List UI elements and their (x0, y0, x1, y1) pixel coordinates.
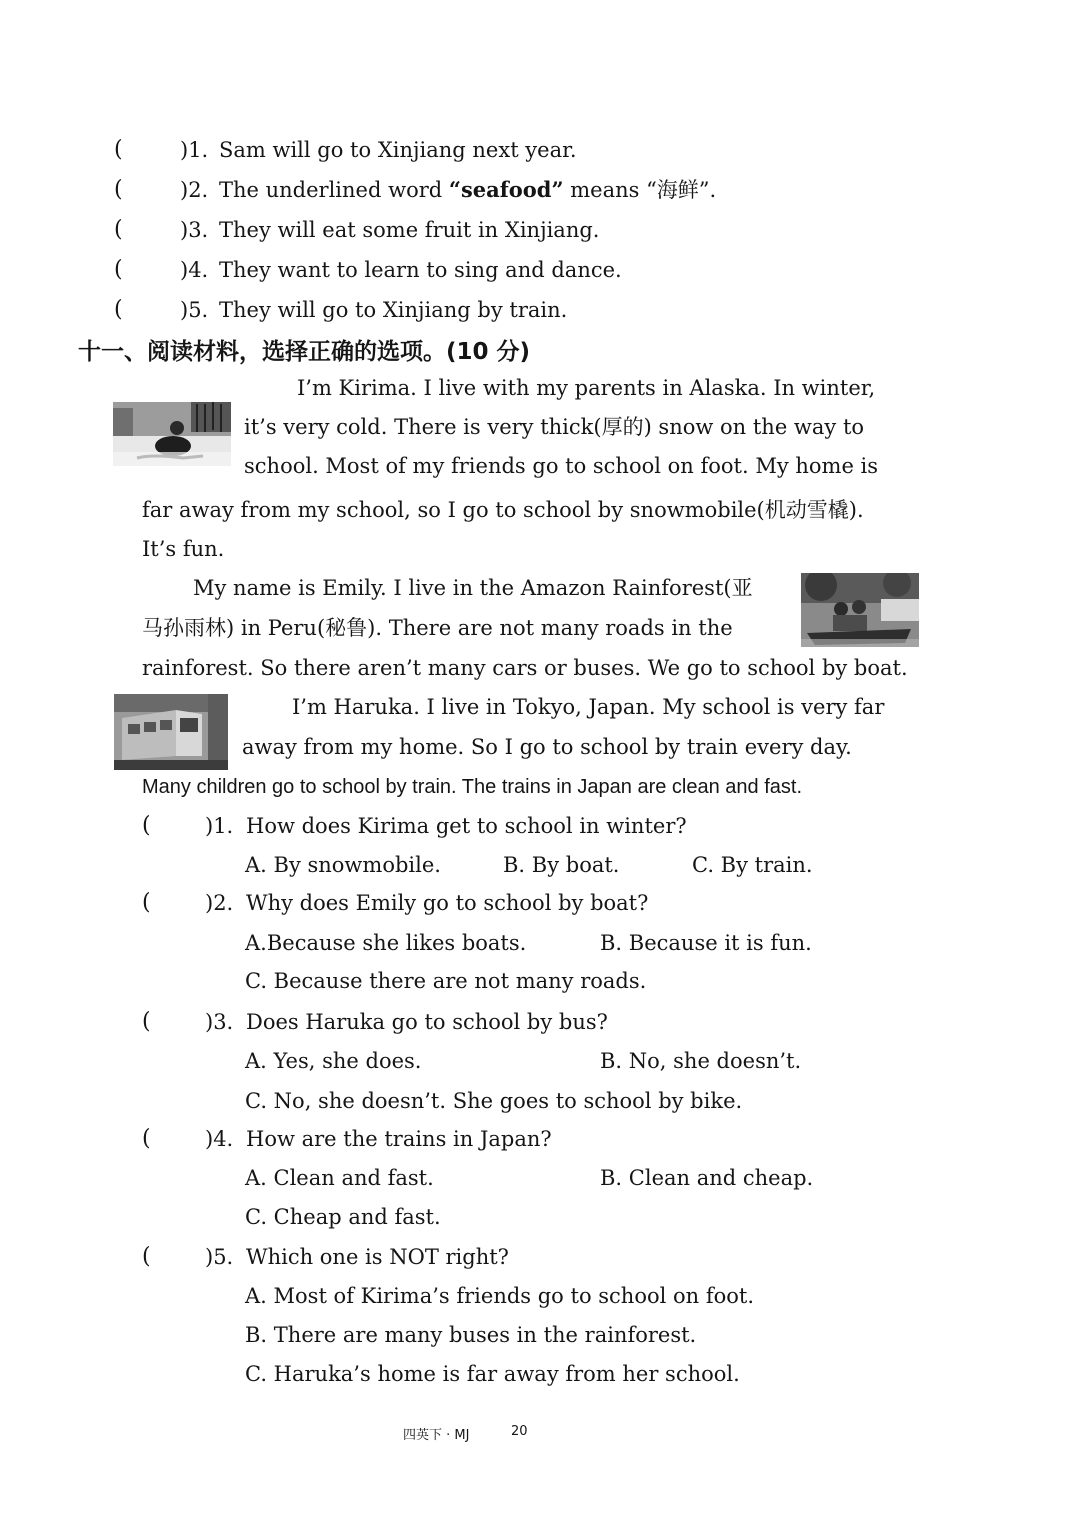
kirima-line-5: It’s fun. (142, 537, 225, 561)
option-b[interactable]: B. Because it is fun. (600, 931, 812, 955)
question-text: How are the trains in Japan? (246, 1127, 552, 1151)
snowmobile-photo (113, 402, 231, 466)
answer-paren[interactable]: ( (114, 297, 123, 322)
kirima-line-2: it’s very cold. There is very thick(厚的) snow on the way to (244, 415, 865, 439)
option-b[interactable]: B. By boat. (503, 853, 620, 877)
statement-text-b: means “海鲜”. (563, 178, 717, 202)
section-heading: 十一、阅读材料，选择正确的选项。(10 分) (78, 339, 531, 365)
kirima-line-3: school. Most of my friends go to school on foot. My home is (244, 454, 879, 478)
answer-paren[interactable]: ( (114, 217, 123, 242)
statement-text (219, 176, 716, 204)
question-number: )3. (205, 1010, 234, 1034)
haruka-line-3: Many children go to school by train. The trains in Japan are clean and fast. (142, 776, 803, 798)
option-a[interactable]: A. By snowmobile. (245, 853, 441, 877)
question-text: Why does Emily go to school by boat? (246, 891, 649, 915)
question-text: Does Haruka go to school by bus? (246, 1010, 608, 1034)
underlined-keyword: “seafood” (448, 177, 564, 202)
item-number: )1. (180, 138, 209, 162)
emily-line-2: 马孙雨林) in Peru(秘鲁). There are not many roads in the (142, 616, 733, 640)
item-number: )5. (180, 298, 209, 322)
statement-text: Sam will go to Xinjiang next year. (219, 138, 577, 162)
question-number: )4. (205, 1127, 234, 1151)
kirima-line-4: far away from my school, so I go to school by snowmobile(机动雪橇). (142, 498, 864, 522)
statement-text: They want to learn to sing and dance. (219, 258, 622, 282)
kirima-line-1: I’m Kirima. I live with my parents in Alaska. In winter, (297, 376, 876, 400)
statement-text-a: The underlined word (219, 178, 449, 202)
option-c[interactable]: C. No, she doesn’t. She goes to school by bike. (245, 1089, 743, 1113)
statement-text: They will eat some fruit in Xinjiang. (219, 218, 600, 242)
item-number: )4. (180, 258, 209, 282)
question-number: )5. (205, 1245, 234, 1269)
page-number: 20 (511, 1424, 528, 1439)
option-a[interactable]: A. Clean and fast. (245, 1166, 434, 1190)
option-c[interactable]: C. Haruka’s home is far away from her school. (245, 1362, 740, 1386)
question-text: How does Kirima get to school in winter? (246, 814, 687, 838)
emily-line-3: rainforest. So there aren’t many cars or buses. We go to school by boat. (142, 656, 908, 680)
option-b[interactable]: B. Clean and cheap. (600, 1166, 814, 1190)
answer-paren[interactable]: ( (142, 1009, 151, 1034)
train-photo (114, 694, 228, 770)
answer-paren[interactable]: ( (114, 177, 123, 202)
answer-paren[interactable]: ( (142, 1244, 151, 1269)
option-c[interactable]: C. Cheap and fast. (245, 1205, 441, 1229)
option-c[interactable]: C. Because there are not many roads. (245, 969, 647, 993)
emily-line-1: My name is Emily. I live in the Amazon Rainforest(亚 (193, 576, 753, 600)
rainforest-boat-photo (801, 573, 919, 647)
item-number: )3. (180, 218, 209, 242)
answer-paren[interactable]: ( (114, 137, 123, 162)
option-c[interactable]: C. By train. (692, 853, 813, 877)
option-a[interactable]: A. Yes, she does. (245, 1049, 422, 1073)
statement-text: They will go to Xinjiang by train. (219, 298, 568, 322)
question-text: Which one is NOT right? (246, 1245, 509, 1269)
question-number: )1. (205, 814, 234, 838)
question-number: )2. (205, 891, 234, 915)
item-number: )2. (180, 178, 209, 202)
option-a[interactable]: A.Because she likes boats. (245, 931, 527, 955)
answer-paren[interactable]: ( (114, 257, 123, 282)
answer-paren[interactable]: ( (142, 813, 151, 838)
answer-paren[interactable]: ( (142, 1126, 151, 1151)
option-a[interactable]: A. Most of Kirima’s friends go to school on foot. (245, 1284, 755, 1308)
option-b[interactable]: B. There are many buses in the rainforest. (245, 1323, 697, 1347)
haruka-line-2: away from my home. So I go to school by train every day. (242, 735, 852, 759)
option-b[interactable]: B. No, she doesn’t. (600, 1049, 802, 1073)
haruka-line-1: I’m Haruka. I live in Tokyo, Japan. My school is very far (292, 695, 885, 719)
footer-label: 四英下 · MJ (403, 1428, 470, 1443)
answer-paren[interactable]: ( (142, 890, 151, 915)
